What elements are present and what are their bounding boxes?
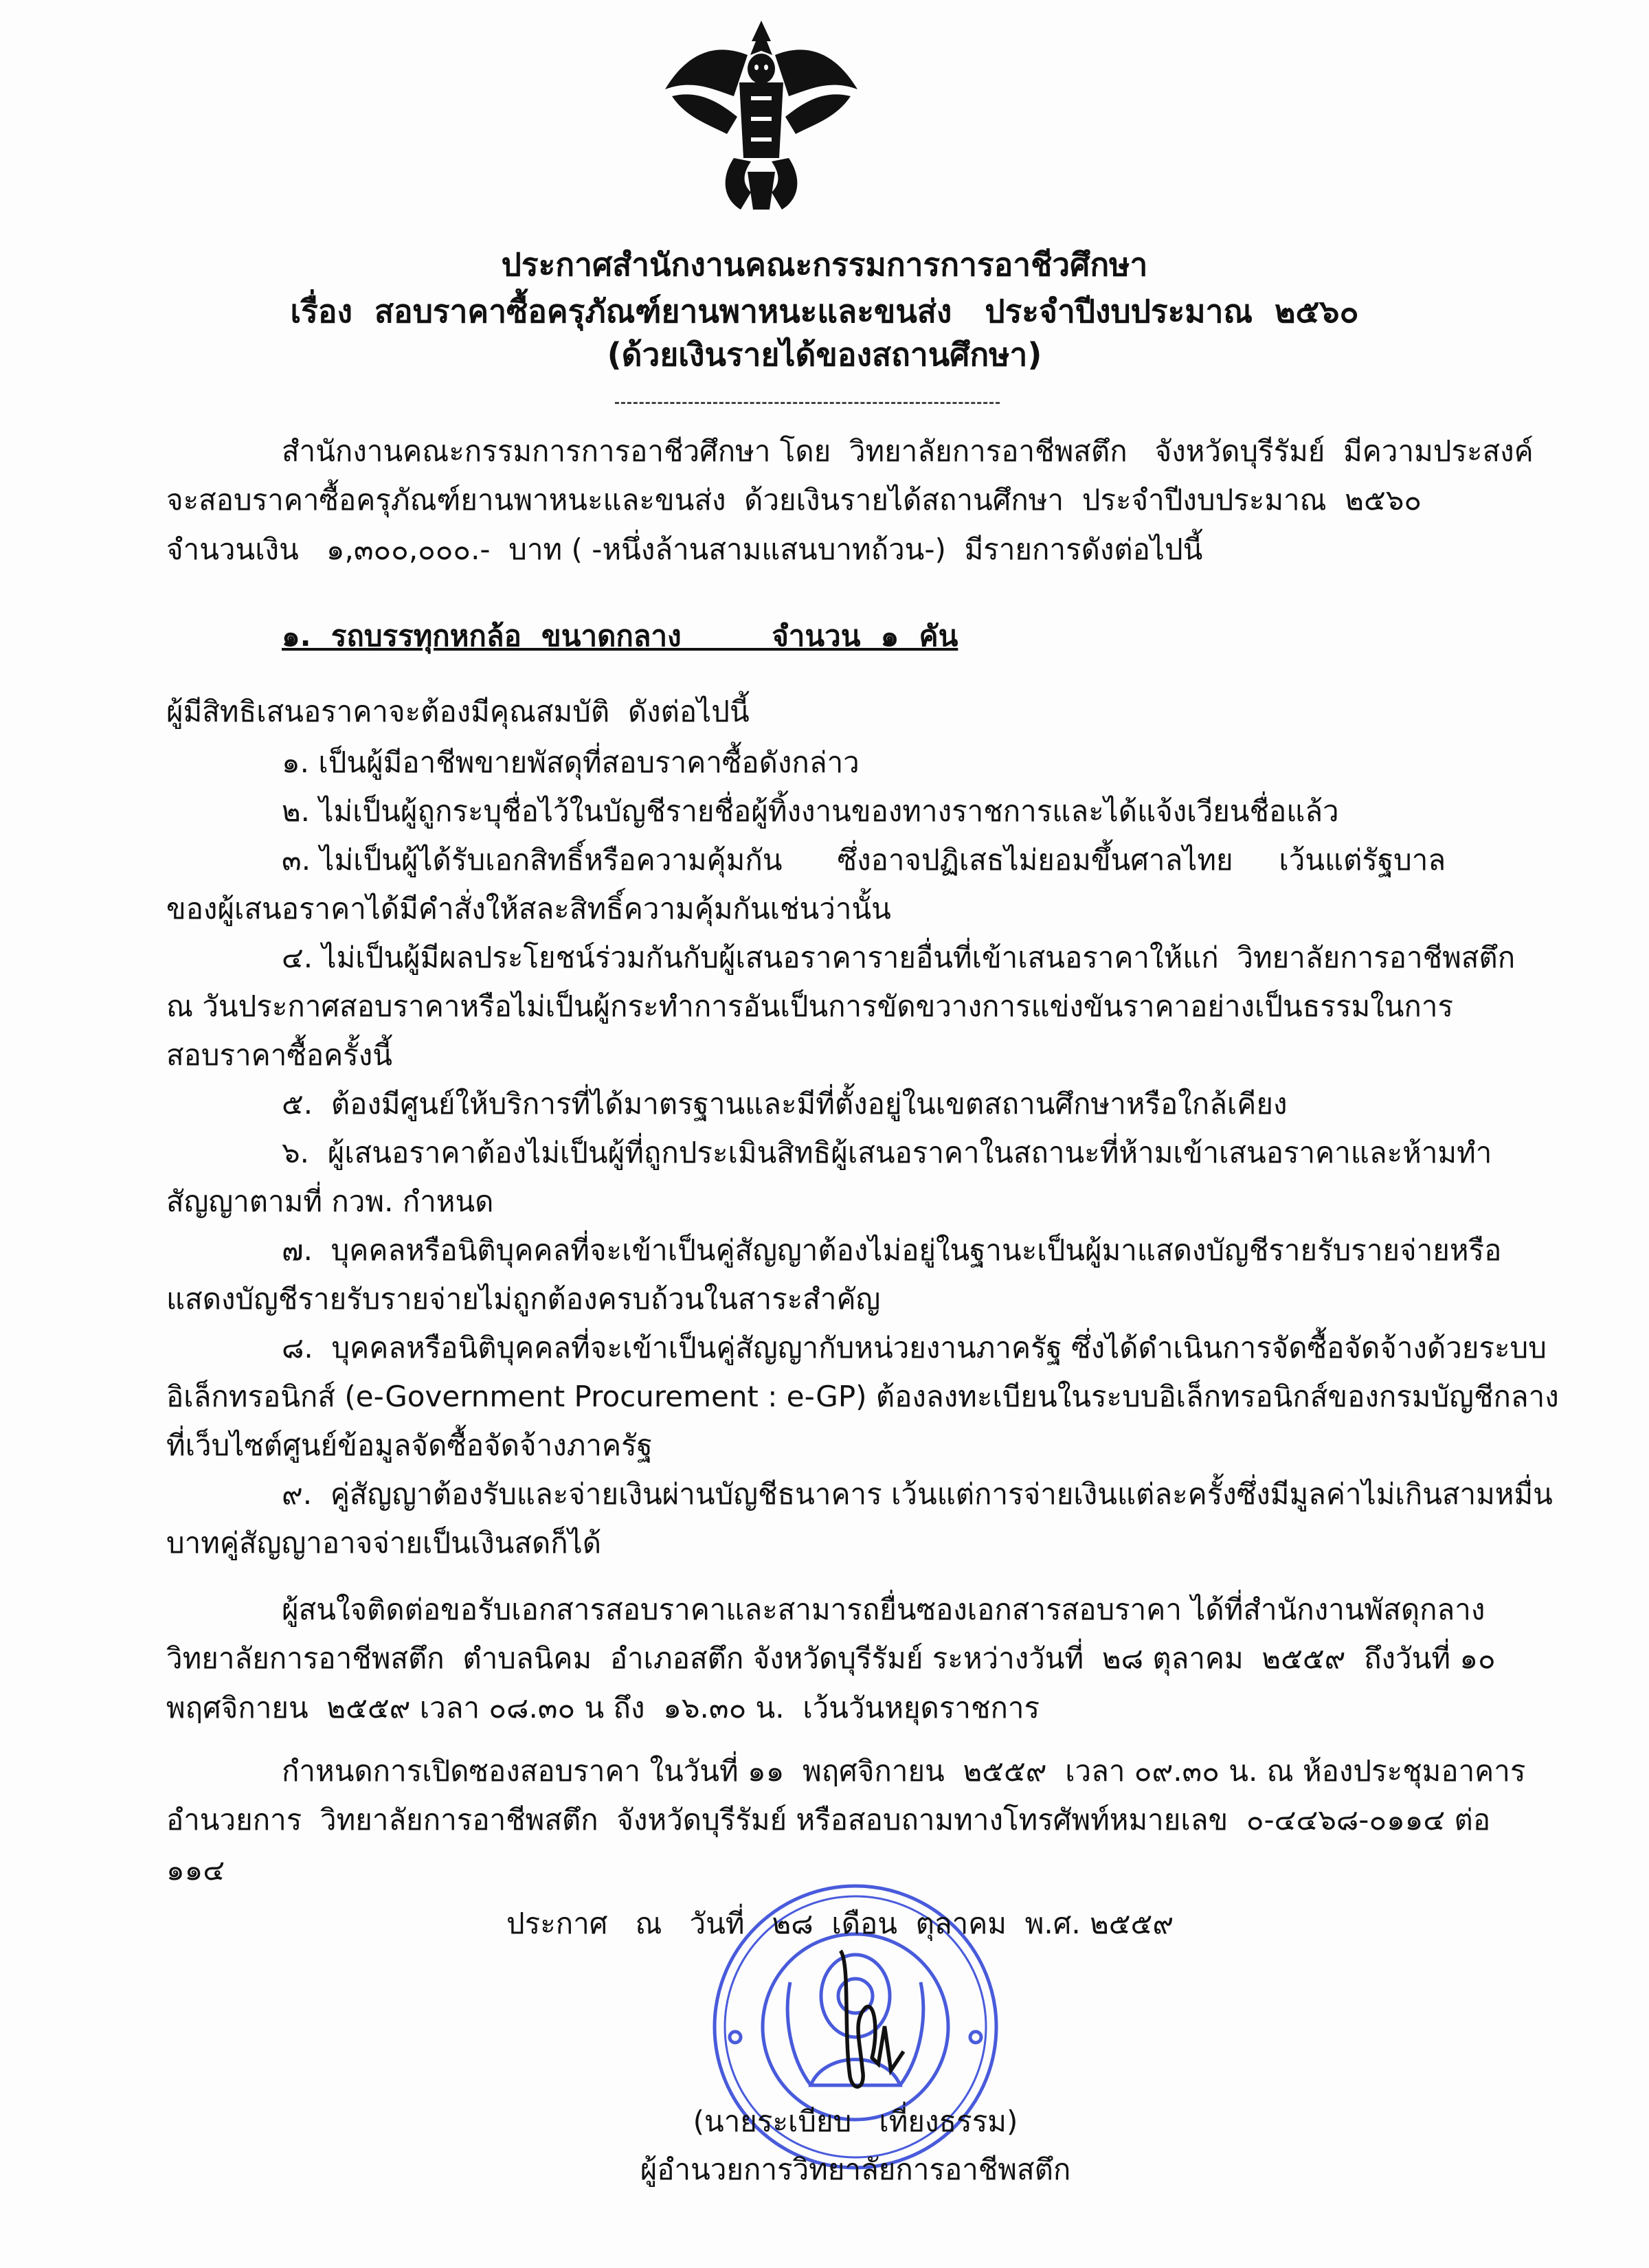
contact-line: วิทยาลัยการอาชีพสตึก ตำบลนิคม อำเภอสตึก จังหวัดบุรีรัมย์ ระหว่างวันที่ ๒๘ ตุลาคม ๒๕๕๙ ถึงวันที่ ๑๐: [166, 1641, 1496, 1675]
qualification-line: ๕. ต้องมีศูนย์ให้บริการที่ได้มาตรฐานและมีที่ตั้งอยู่ในเขตสถานศึกษาหรือใกล้เคียง: [282, 1087, 1288, 1121]
qualification-line: สอบราคาซื้อครั้งนี้: [166, 1038, 392, 1072]
qualification-line: ๙. คู่สัญญาต้องรับและจ่ายเงินผ่านบัญชีธนาคาร เว้นแต่การจ่ายเงินแต่ละครั้งซึ่งมีมูลค่าไม่เกินสามหมื่น: [282, 1477, 1553, 1511]
qualification-line: อิเล็กทรอนิกส์ (e-Government Procurement : e-GP) ต้องลงทะเบียนในระบบอิเล็กทรอนิกส์ของกรมบัญชีกลาง: [166, 1380, 1559, 1413]
announcement-funding-note: (ด้วยเงินรายได้ของสถานศึกษา): [607, 336, 1042, 373]
qualification-line: ณ วันประกาศสอบราคาหรือไม่เป็นผู้กระทำการอันเป็นการขัดขวางการแข่งขันราคาอย่างเป็นธรรมในการ: [166, 989, 1453, 1023]
qualification-line: ๒. ไม่เป็นผู้ถูกระบุชื่อไว้ในบัญชีรายชื่อผู้ทิ้งงานของทางราชการและได้แจ้งเวียนชื่อแล้ว: [282, 794, 1339, 828]
qualification-line: ๗. บุคคลหรือนิติบุคคลที่จะเข้าเป็นคู่สัญญาต้องไม่อยู่ในฐานะเป็นผู้มาแสดงบัญชีรายรับรายจ่ายหรือ: [282, 1233, 1502, 1267]
qualification-line: ๘. บุคคลหรือนิติบุคคลที่จะเข้าเป็นคู่สัญญากับหน่วยงานภาครัฐ ซึ่งได้ดำเนินการจัดซื้อจัดจ้างด้วยระบบ: [282, 1331, 1547, 1365]
announcement-subject: เรื่อง สอบราคาซื้อครุภัณฑ์ยานพาหนะและขนส่ง ประจำปีงบประมาณ ๒๕๖๐: [290, 293, 1359, 330]
announcement-date: ประกาศ ณ วันที่ ๒๘ เดือน ตุลาคม พ.ศ. ๒๕๕๙: [506, 1907, 1174, 1940]
contact-line: ผู้สนใจติดต่อขอรับเอกสารสอบราคาและสามารถยื่นซองเอกสารสอบราคา ได้ที่สำนักงานพัสดุกลาง: [282, 1593, 1485, 1626]
qualification-line: ๔. ไม่เป็นผู้มีผลประโยชน์ร่วมกันกับผู้เสนอราคารายอื่นที่เข้าเสนอราคาให้แก่ วิทยาลัยการอาชีพสตึก: [282, 941, 1516, 974]
signatory-name: (นายระเบียบ เที่ยงธรรม): [693, 2104, 1018, 2138]
qualification-line: บาทคู่สัญญาอาจจ่ายเป็นเงินสดก็ได้: [166, 1526, 602, 1560]
qualification-line: ที่เว็บไซต์ศูนย์ข้อมูลจัดซื้อจัดจ้างภาครัฐ: [166, 1428, 653, 1462]
intro-line: สำนักงานคณะกรรมการการอาชีวศึกษา โดย วิทยาลัยการอาชีพสตึก จังหวัดบุรีรัมย์ มีความประสงค์: [282, 434, 1534, 468]
announcement-title: ประกาศสำนักงานคณะกรรมการการอาชีวศึกษา: [501, 246, 1148, 283]
signatory-position: ผู้อำนวยการวิทยาลัยการอาชีพสตึก: [640, 2153, 1071, 2186]
qualification-line: ๓. ไม่เป็นผู้ได้รับเอกสิทธิ์หรือความคุ้มกัน ซึ่งอาจปฏิเสธไม่ยอมขึ้นศาลไทย เว้นแต่รัฐบาล: [282, 843, 1446, 877]
qualification-line: ๖. ผู้เสนอราคาต้องไม่เป็นผู้ที่ถูกประเมินสิทธิผู้เสนอราคาในสถานะที่ห้ามเข้าเสนอราคาและห้ามทำ: [282, 1136, 1492, 1169]
qualification-line: สัญญาตามที่ กวพ. กำหนด: [166, 1184, 494, 1218]
title-divider: [615, 402, 1000, 404]
opening-line: ๑๑๔: [166, 1853, 225, 1887]
garuda-emblem-icon: [658, 14, 864, 220]
qualifications-heading: ผู้มีสิทธิเสนอราคาจะต้องมีคุณสมบัติ ดังต่อไปนี้: [166, 695, 750, 728]
opening-line: อำนวยการ วิทยาลัยการอาชีพสตึก จังหวัดบุรีรัมย์ หรือสอบถามทางโทรศัพท์หมายเลข ๐-๔๔๖๘-๐๑๑๔ ต่อ: [166, 1803, 1491, 1837]
opening-line: กำหนดการเปิดซองสอบราคา ในวันที่ ๑๑ พฤศจิกายน ๒๕๕๙ เวลา ๐๙.๓๐ น. ณ ห้องประชุมอาคาร: [282, 1754, 1526, 1788]
qualification-line: ของผู้เสนอราคาได้มีคำสั่งให้สละสิทธิ์ความคุ้มกันเช่นว่านั้น: [166, 892, 891, 925]
handwritten-signature-icon: [811, 1944, 921, 2096]
contact-line: พฤศจิกายน ๒๕๕๙ เวลา ๐๘.๓๐ น ถึง ๑๖.๓๐ น. เว้นวันหยุดราชการ: [166, 1691, 1040, 1725]
intro-line: จำนวนเงิน ๑,๓๐๐,๐๐๐.- บาท ( -หนึ่งล้านสามแสนบาทถ้วน-) มีรายการดังต่อไปนี้: [166, 532, 1203, 566]
intro-line: จะสอบราคาซื้อครุภัณฑ์ยานพาหนะและขนส่ง ด้วยเงินรายได้สถานศึกษา ประจำปีงบประมาณ ๒๕๖๐: [166, 483, 1422, 517]
procurement-item: ๑. รถบรรทุกหกล้อ ขนาดกลาง จำนวน ๑ คัน: [282, 619, 958, 653]
qualification-line: ๑. เป็นผู้มีอาชีพขายพัสดุที่สอบราคาซื้อดังกล่าว: [282, 745, 860, 779]
qualification-line: แสดงบัญชีรายรับรายจ่ายไม่ถูกต้องครบถ้วนในสาระสำคัญ: [166, 1282, 881, 1316]
